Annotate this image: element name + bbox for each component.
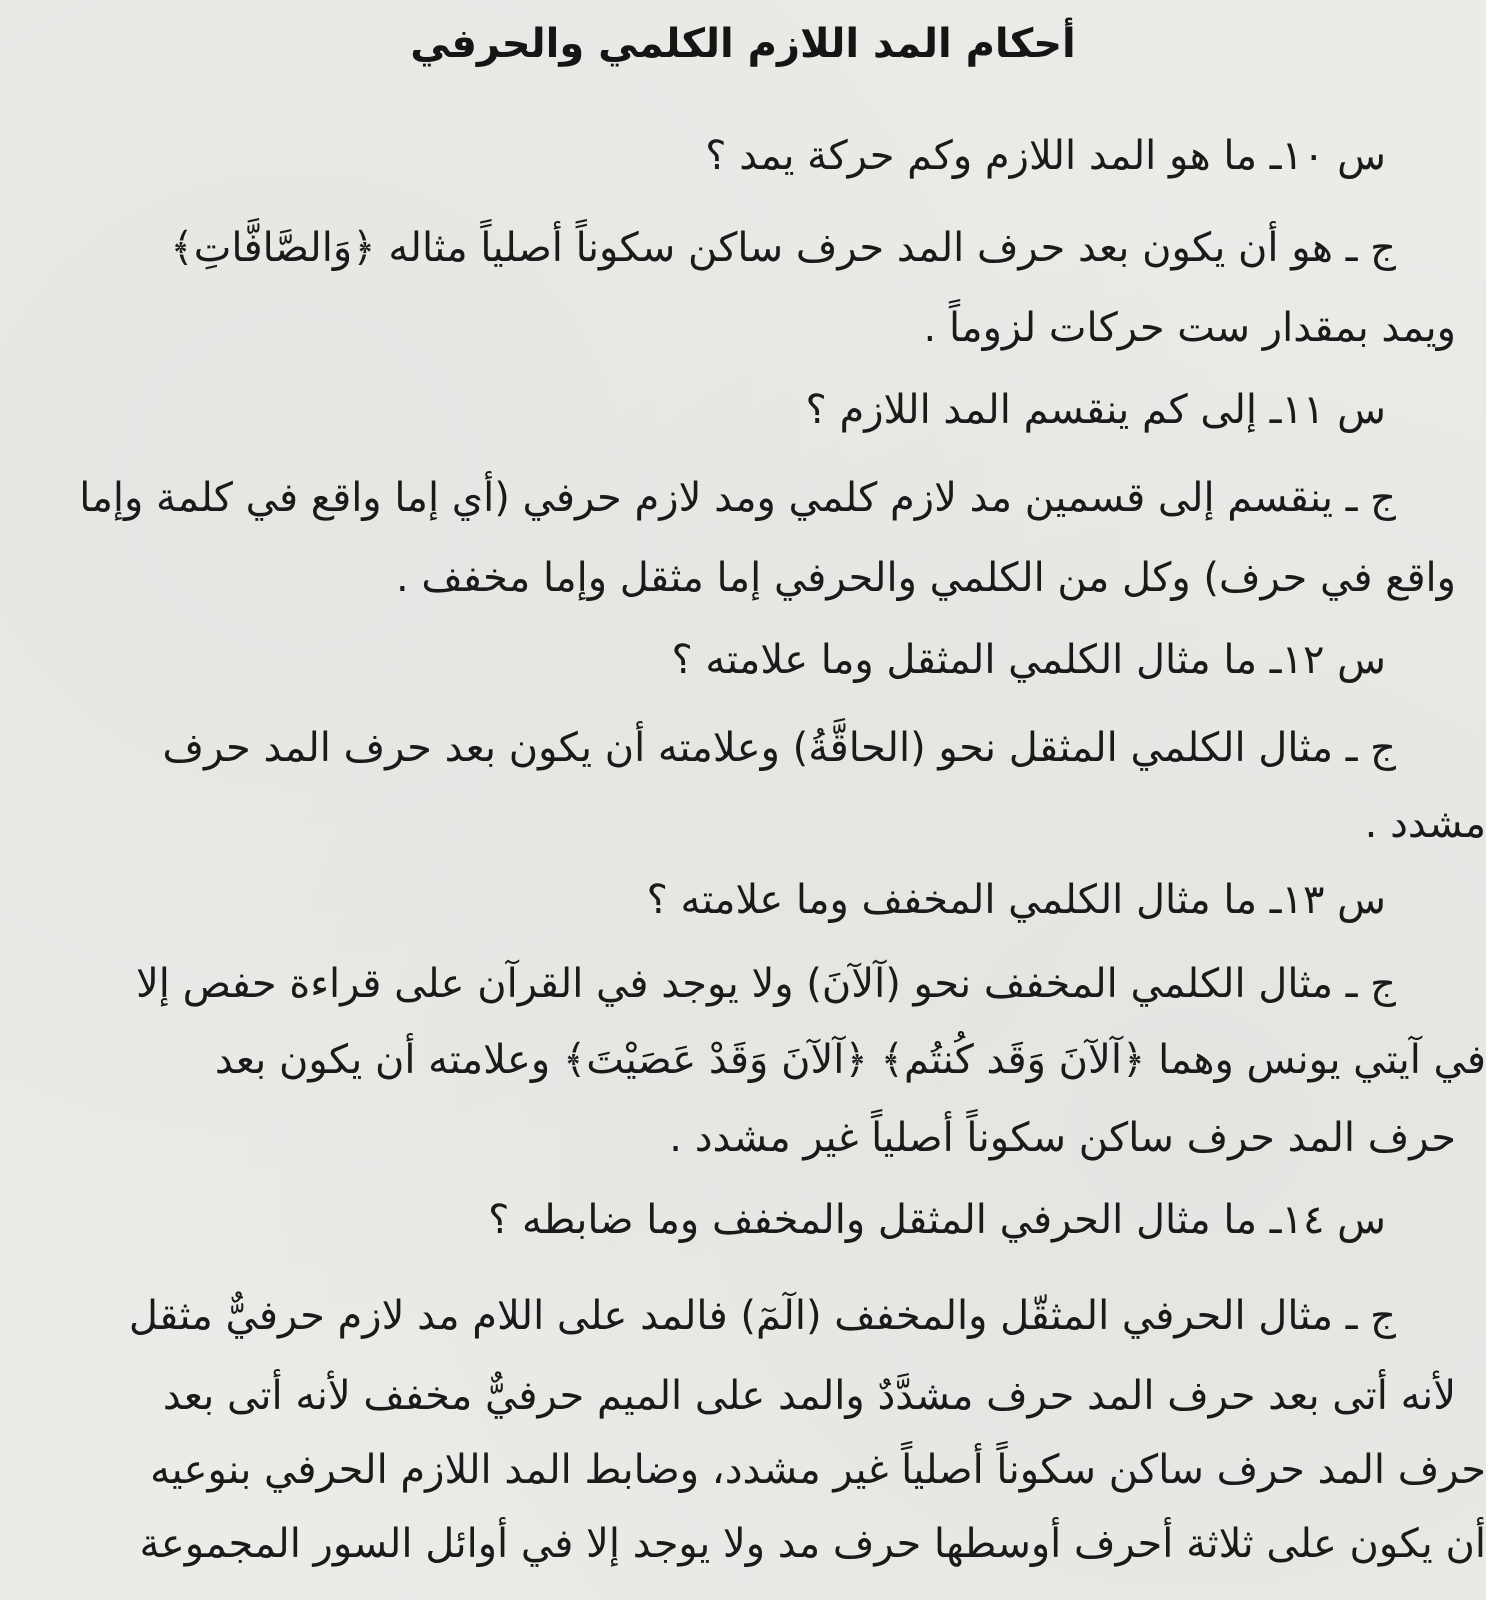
answer-11-line-1: ج ـ ينقسم إلى قسمين مد لازم كلمي ومد لازم حرفي (أي إما واقع في كلمة وإما bbox=[79, 475, 1396, 521]
question-10: س ١٠ـ ما هو المد اللازم وكم حركة يمد ؟ bbox=[705, 133, 1386, 179]
answer-12-line-1: ج ـ مثال الكلمي المثقل نحو (الحاقَّةُ) وعلامته أن يكون بعد حرف المد حرف bbox=[162, 725, 1396, 771]
question-12: س ١٢ـ ما مثال الكلمي المثقل وما علامته ؟ bbox=[671, 637, 1386, 683]
question-13: س ١٣ـ ما مثال الكلمي المخفف وما علامته ؟ bbox=[646, 877, 1386, 923]
answer-10-line-2: ويمد بمقدار ست حركات لزوماً . bbox=[923, 305, 1456, 351]
answer-13-line-2: في آيتي يونس وهما ﴿آلآنَ وَقَد كُنتُم﴾ ﴿آلآنَ وَقَدْ عَصَيْتَ﴾ وعلامته أن يكون بعد bbox=[214, 1037, 1486, 1083]
answer-14-line-3: حرف المد حرف ساكن سكوناً أصلياً غير مشدد، وضابط المد اللازم الحرفي بنوعيه bbox=[150, 1447, 1486, 1493]
answer-14-line-4: أن يكون على ثلاثة أحرف أوسطها حرف مد ولا يوجد إلا في أوائل السور المجموعة bbox=[139, 1521, 1486, 1567]
answer-10-line-1: ج ـ هو أن يكون بعد حرف المد حرف ساكن سكوناً أصلياً مثاله ﴿وَالصَّافَّاتِ﴾ bbox=[170, 225, 1396, 271]
answer-13-line-3: حرف المد حرف ساكن سكوناً أصلياً غير مشدد . bbox=[669, 1115, 1456, 1161]
page-title: أحكام المد اللازم الكلمي والحرفي bbox=[410, 21, 1076, 67]
answer-12-line-2: مشدد . bbox=[1364, 801, 1486, 847]
question-11: س ١١ـ إلى كم ينقسم المد اللازم ؟ bbox=[805, 387, 1386, 433]
answer-14-line-1: ج ـ مثال الحرفي المثقّل والمخفف (الٓمٓ) فالمد على اللام مد لازم حرفيٌّ مثقل bbox=[128, 1293, 1396, 1339]
answer-14-line-2: لأنه أتى بعد حرف المد حرف مشدَّدٌ والمد على الميم حرفيٌّ مخفف لأنه أتى بعد bbox=[162, 1373, 1456, 1419]
answer-13-line-1: ج ـ مثال الكلمي المخفف نحو (آلآنَ) ولا يوجد في القرآن على قراءة حفص إلا bbox=[135, 961, 1396, 1007]
question-14: س ١٤ـ ما مثال الحرفي المثقل والمخفف وما ضابطه ؟ bbox=[488, 1197, 1386, 1243]
answer-11-line-2: واقع في حرف) وكل من الكلمي والحرفي إما مثقل وإما مخفف . bbox=[395, 555, 1456, 601]
